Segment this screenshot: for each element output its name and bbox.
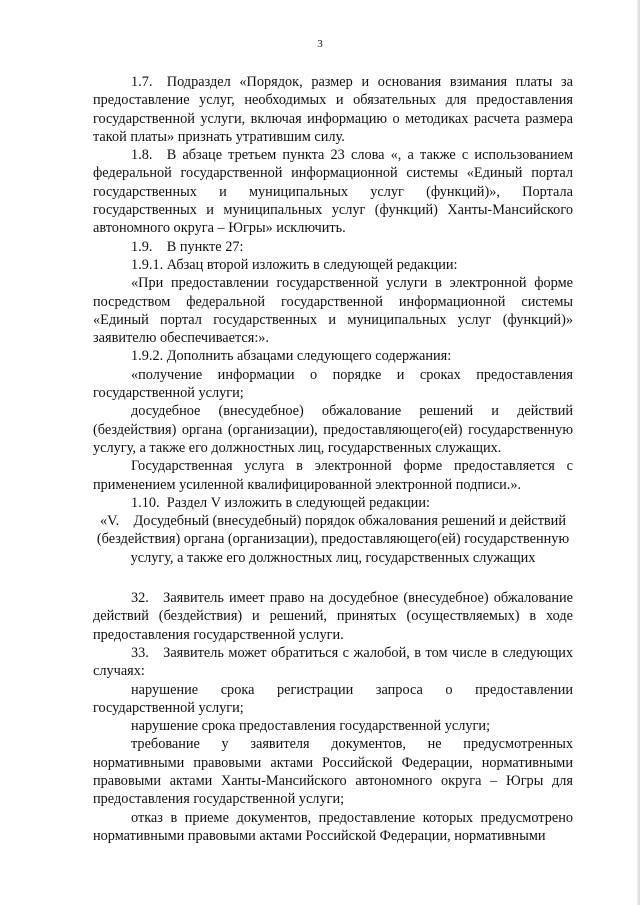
paragraph-case-registration: нарушение срока регистрации запроса о предоставлении государственной услуги; (93, 681, 573, 716)
paragraph-1-9-1: 1.9.1. Абзац второй изложить в следующей редакции: (131, 256, 458, 273)
paragraph-quote-electronic-form: «При предоставлении государственной услуги в электронной форме посредством федеральной государственной информационной системы «Единый портал государственных и муниципальных услуг (функций)» заявителю обеспечивается:». (93, 275, 573, 347)
paragraph-case-refusal: отказ в приеме документов, предоставление которых предусмотрено нормативными правовыми актами Российской Федерации, нормативными (93, 809, 573, 844)
page-number: 3 (317, 38, 323, 50)
paragraph-info-receipt: «получение информации о порядке и сроках предоставления государственной услуги; (93, 366, 573, 402)
section-gap (93, 567, 573, 589)
paragraph-case-documents: требование у заявителя документов, не предусмотренных нормативными правовыми актами Российской Федерации, нормативными правовыми актами Ханты-Мансийского автономного округа – Югры для предоставления государственной услуги; (93, 736, 573, 808)
paragraph-33: 33. Заявитель может обратиться с жалобой, в том числе в следующих случаях: (93, 644, 573, 680)
section-title: «V. Досудебный (внесудебный) порядок обжалования решений и действий (бездействия) органа (организации), предоставляющего(ей) государственную услугу, а также его должностных лиц, государственных служащих (96, 513, 570, 566)
paragraph-1-9: 1.9. В пункте 27: (131, 238, 244, 255)
paragraph-1-9-2: 1.9.2. Дополнить абзацами следующего содержания: (131, 348, 452, 365)
paragraph-1-7: 1.7. Подраздел «Порядок, размер и основания взимания платы за предоставление услуг, необходимых и обязательных для предоставления государственной услуги, включая информацию о методиках расчета размера такой платы» признать утратившим силу. (93, 74, 573, 145)
paragraph-1-8: 1.8. В абзаце третьем пункта 23 слова «, а также с использованием федеральной государственной информационной системы «Единый портал государственных и муниципальных услуг (функций)», Портала государственных и муниципальных услуг (функций) Ханты-Мансийского автономного округа – Югры» исключить. (93, 147, 573, 237)
paragraph-32: 32. Заявитель имеет право на досудебное (внесудебное) обжалование действий (бездействия) и решений, принятых (осуществляемых) в ходе предоставления государственной услуги. (93, 590, 573, 643)
paragraph-electronic-signature: Государственная услуга в электронной форме предоставляется с применением усиленной квалифицированной электронной подписи.». (93, 458, 573, 493)
document-body (93, 73, 573, 845)
paragraph-appeal: досудебное (внесудебное) обжалование решений и действий (бездействия) органа (организации), предоставляющего(ей) государственную услугу, а также его должностных лиц, государственных служащих. (93, 403, 573, 456)
paragraph-case-deadline: нарушение срока предоставления государственной услуги; (131, 718, 491, 735)
paragraph-1-10: 1.10. Раздел V изложить в следующей редакции: (131, 494, 430, 511)
